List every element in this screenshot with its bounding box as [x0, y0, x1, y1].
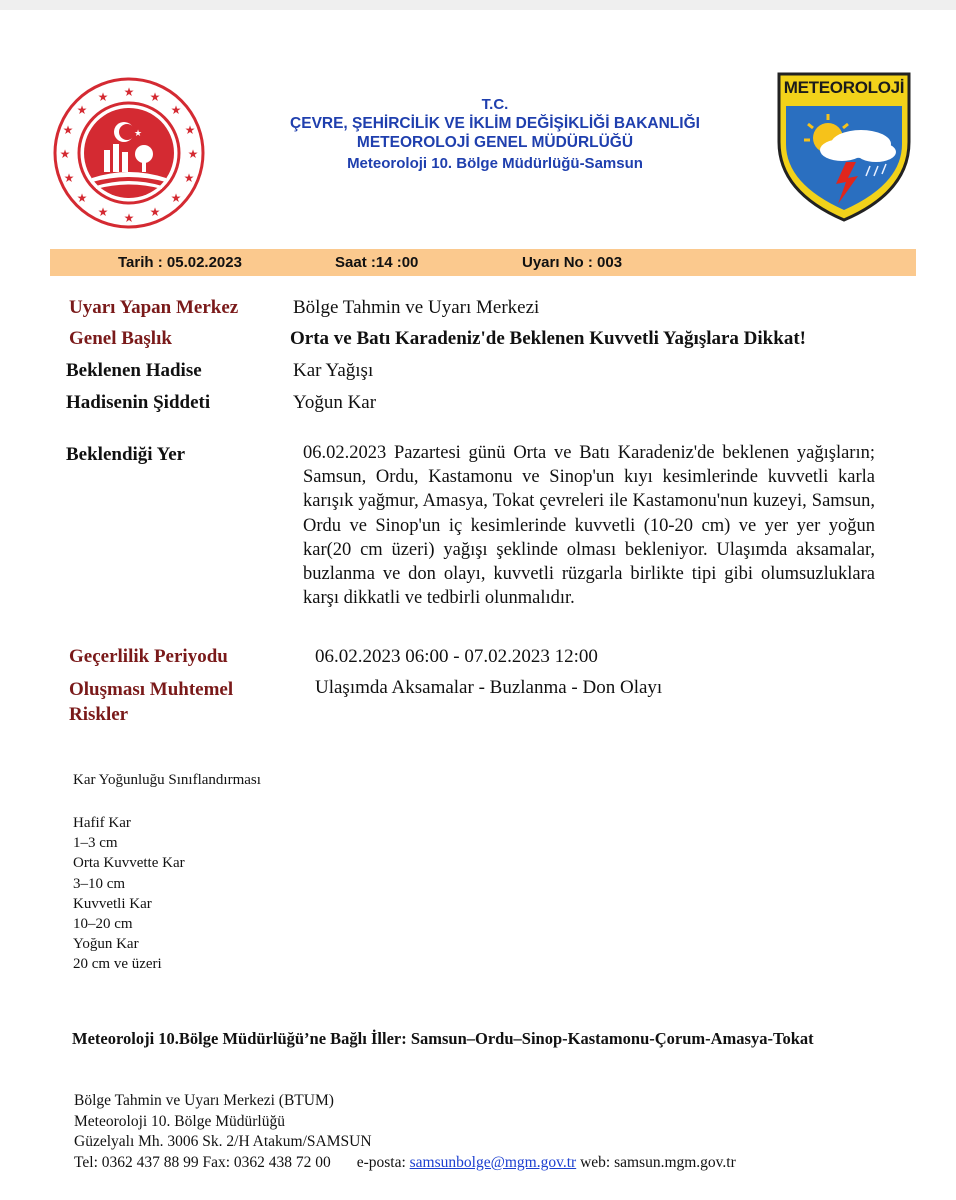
- header-ministry: ÇEVRE, ŞEHİRCİLİK VE İKLİM DEĞİŞİKLİĞİ BAKANLIĞI: [290, 115, 700, 132]
- svg-text:★: ★: [170, 103, 182, 117]
- svg-text:★: ★: [123, 211, 135, 225]
- svg-text:★: ★: [170, 191, 182, 205]
- logo-text: METEOROLOJİ: [783, 78, 905, 97]
- svg-text:★: ★: [187, 147, 199, 161]
- footer-line-address: Güzelyalı Mh. 3006 Sk. 2/H Atakum/SAMSUN: [74, 1133, 372, 1150]
- footer-web: web: samsun.mgm.gov.tr: [580, 1153, 736, 1171]
- ministry-seal-logo: [52, 74, 206, 232]
- footer-line-contact: [74, 1153, 736, 1174]
- place-description: 06.02.2023 Pazartesi günü Orta ve Batı Karadeniz'de beklenen yağışların; Samsun, Ordu, Kastamonu ve Sinop'un kıyı kesimlerinde kuvvetli karla karışık yağmur, Amasya, Tokat çevreleri ile Kastamonu'nun kuzeyi, Samsun, Ordu ve Sinop'un iç kesimlerinde kuvvetli (10-20 cm) ve yer yer yoğun kar(20 cm üzeri) yağışı şeklinde olması bekleniyor. Ulaşımda aksamalar, buzlanma ve don olayı, kuvvetli rüzgarla birlikte tipi gibi olumsuzluklara karşı dikkatli ve tedbirli olunmalıdır.: [303, 443, 875, 609]
- classification-item: 20 cm ve üzeri: [73, 956, 162, 973]
- svg-text:★: ★: [184, 123, 196, 137]
- event-label: Beklenen Hadise: [66, 360, 202, 381]
- svg-text:★: ★: [149, 205, 161, 219]
- footer-phone: Tel: 0362 437 88 99 Fax: 0362 438 72 00: [74, 1153, 331, 1171]
- footer-email-link[interactable]: samsunbolge@mgm.gov.tr: [409, 1153, 577, 1171]
- svg-text:★: ★: [97, 205, 109, 219]
- risks-value: Ulaşımda Aksamalar - Buzlanma - Don Olayı: [315, 677, 663, 698]
- date-field: Tarih : 05.02.2023: [118, 254, 242, 271]
- classification-list: [73, 813, 185, 975]
- svg-text:★: ★: [63, 171, 75, 185]
- classification-item: 3–10 cm: [73, 875, 126, 892]
- title-value: Orta ve Batı Karadeniz'de Beklenen Kuvvetli Yağışlara Dikkat!: [290, 328, 806, 349]
- classification-item: Kuvvetli Kar: [73, 895, 152, 912]
- meteoroloji-logo: [776, 72, 912, 222]
- severity-value: Yoğun Kar: [293, 392, 377, 413]
- place-label: Beklendiği Yer: [66, 444, 186, 465]
- classification-item: Orta Kuvvette Kar: [73, 855, 185, 872]
- svg-text:★: ★: [59, 147, 71, 161]
- time-field: Saat :14 :00: [335, 254, 419, 271]
- classification-item: Hafif Kar: [73, 815, 131, 831]
- info-bar: [50, 249, 916, 276]
- center-value: Bölge Tahmin ve Uyarı Merkezi: [293, 297, 540, 318]
- svg-text:★: ★: [183, 171, 195, 185]
- provinces-line: Meteoroloji 10.Bölge Müdürlüğü’ne Bağlı İller: Samsun–Ordu–Sinop-Kastamonu-Çorum-Amasya-Tokat: [72, 1029, 814, 1048]
- classification-title: Kar Yoğunluğu Sınıflandırması: [73, 772, 261, 788]
- validity-label: Geçerlilik Periyodu: [69, 646, 228, 667]
- svg-text:★: ★: [62, 123, 74, 137]
- validity-value: 06.02.2023 06:00 - 07.02.2023 12:00: [315, 646, 598, 667]
- footer-contact: [74, 1091, 736, 1173]
- svg-text:★: ★: [97, 90, 109, 104]
- svg-text:★: ★: [123, 85, 135, 99]
- svg-text:★: ★: [133, 128, 143, 138]
- warning-number-field: Uyarı No : 003: [522, 254, 623, 271]
- svg-text:★: ★: [149, 90, 161, 104]
- footer-line-btum: Bölge Tahmin ve Uyarı Merkezi (BTUM): [74, 1092, 334, 1109]
- svg-text:★: ★: [76, 103, 88, 117]
- classification-item: 1–3 cm: [73, 835, 118, 852]
- classification-item: Yoğun Kar: [73, 936, 139, 953]
- header-regional-directorate: Meteoroloji 10. Bölge Müdürlüğü-Samsun: [347, 155, 643, 172]
- footer-line-directorate: Meteoroloji 10. Bölge Müdürlüğü: [74, 1112, 285, 1130]
- severity-label: Hadisenin Şiddeti: [66, 392, 211, 413]
- header-general-directorate: METEOROLOJİ GENEL MÜDÜRLÜĞÜ: [356, 134, 634, 151]
- footer-email-label: e-posta:: [356, 1153, 406, 1171]
- center-label: Uyarı Yapan Merkez: [69, 297, 239, 318]
- title-label: Genel Başlık: [69, 328, 172, 349]
- event-value: Kar Yağışı: [293, 360, 374, 381]
- risks-label: Oluşması Muhtemel Riskler: [69, 679, 234, 725]
- classification-item: 10–20 cm: [73, 916, 133, 933]
- header-line-tc: T.C.: [481, 96, 509, 113]
- svg-text:★: ★: [76, 191, 88, 205]
- top-strip: [0, 0, 956, 10]
